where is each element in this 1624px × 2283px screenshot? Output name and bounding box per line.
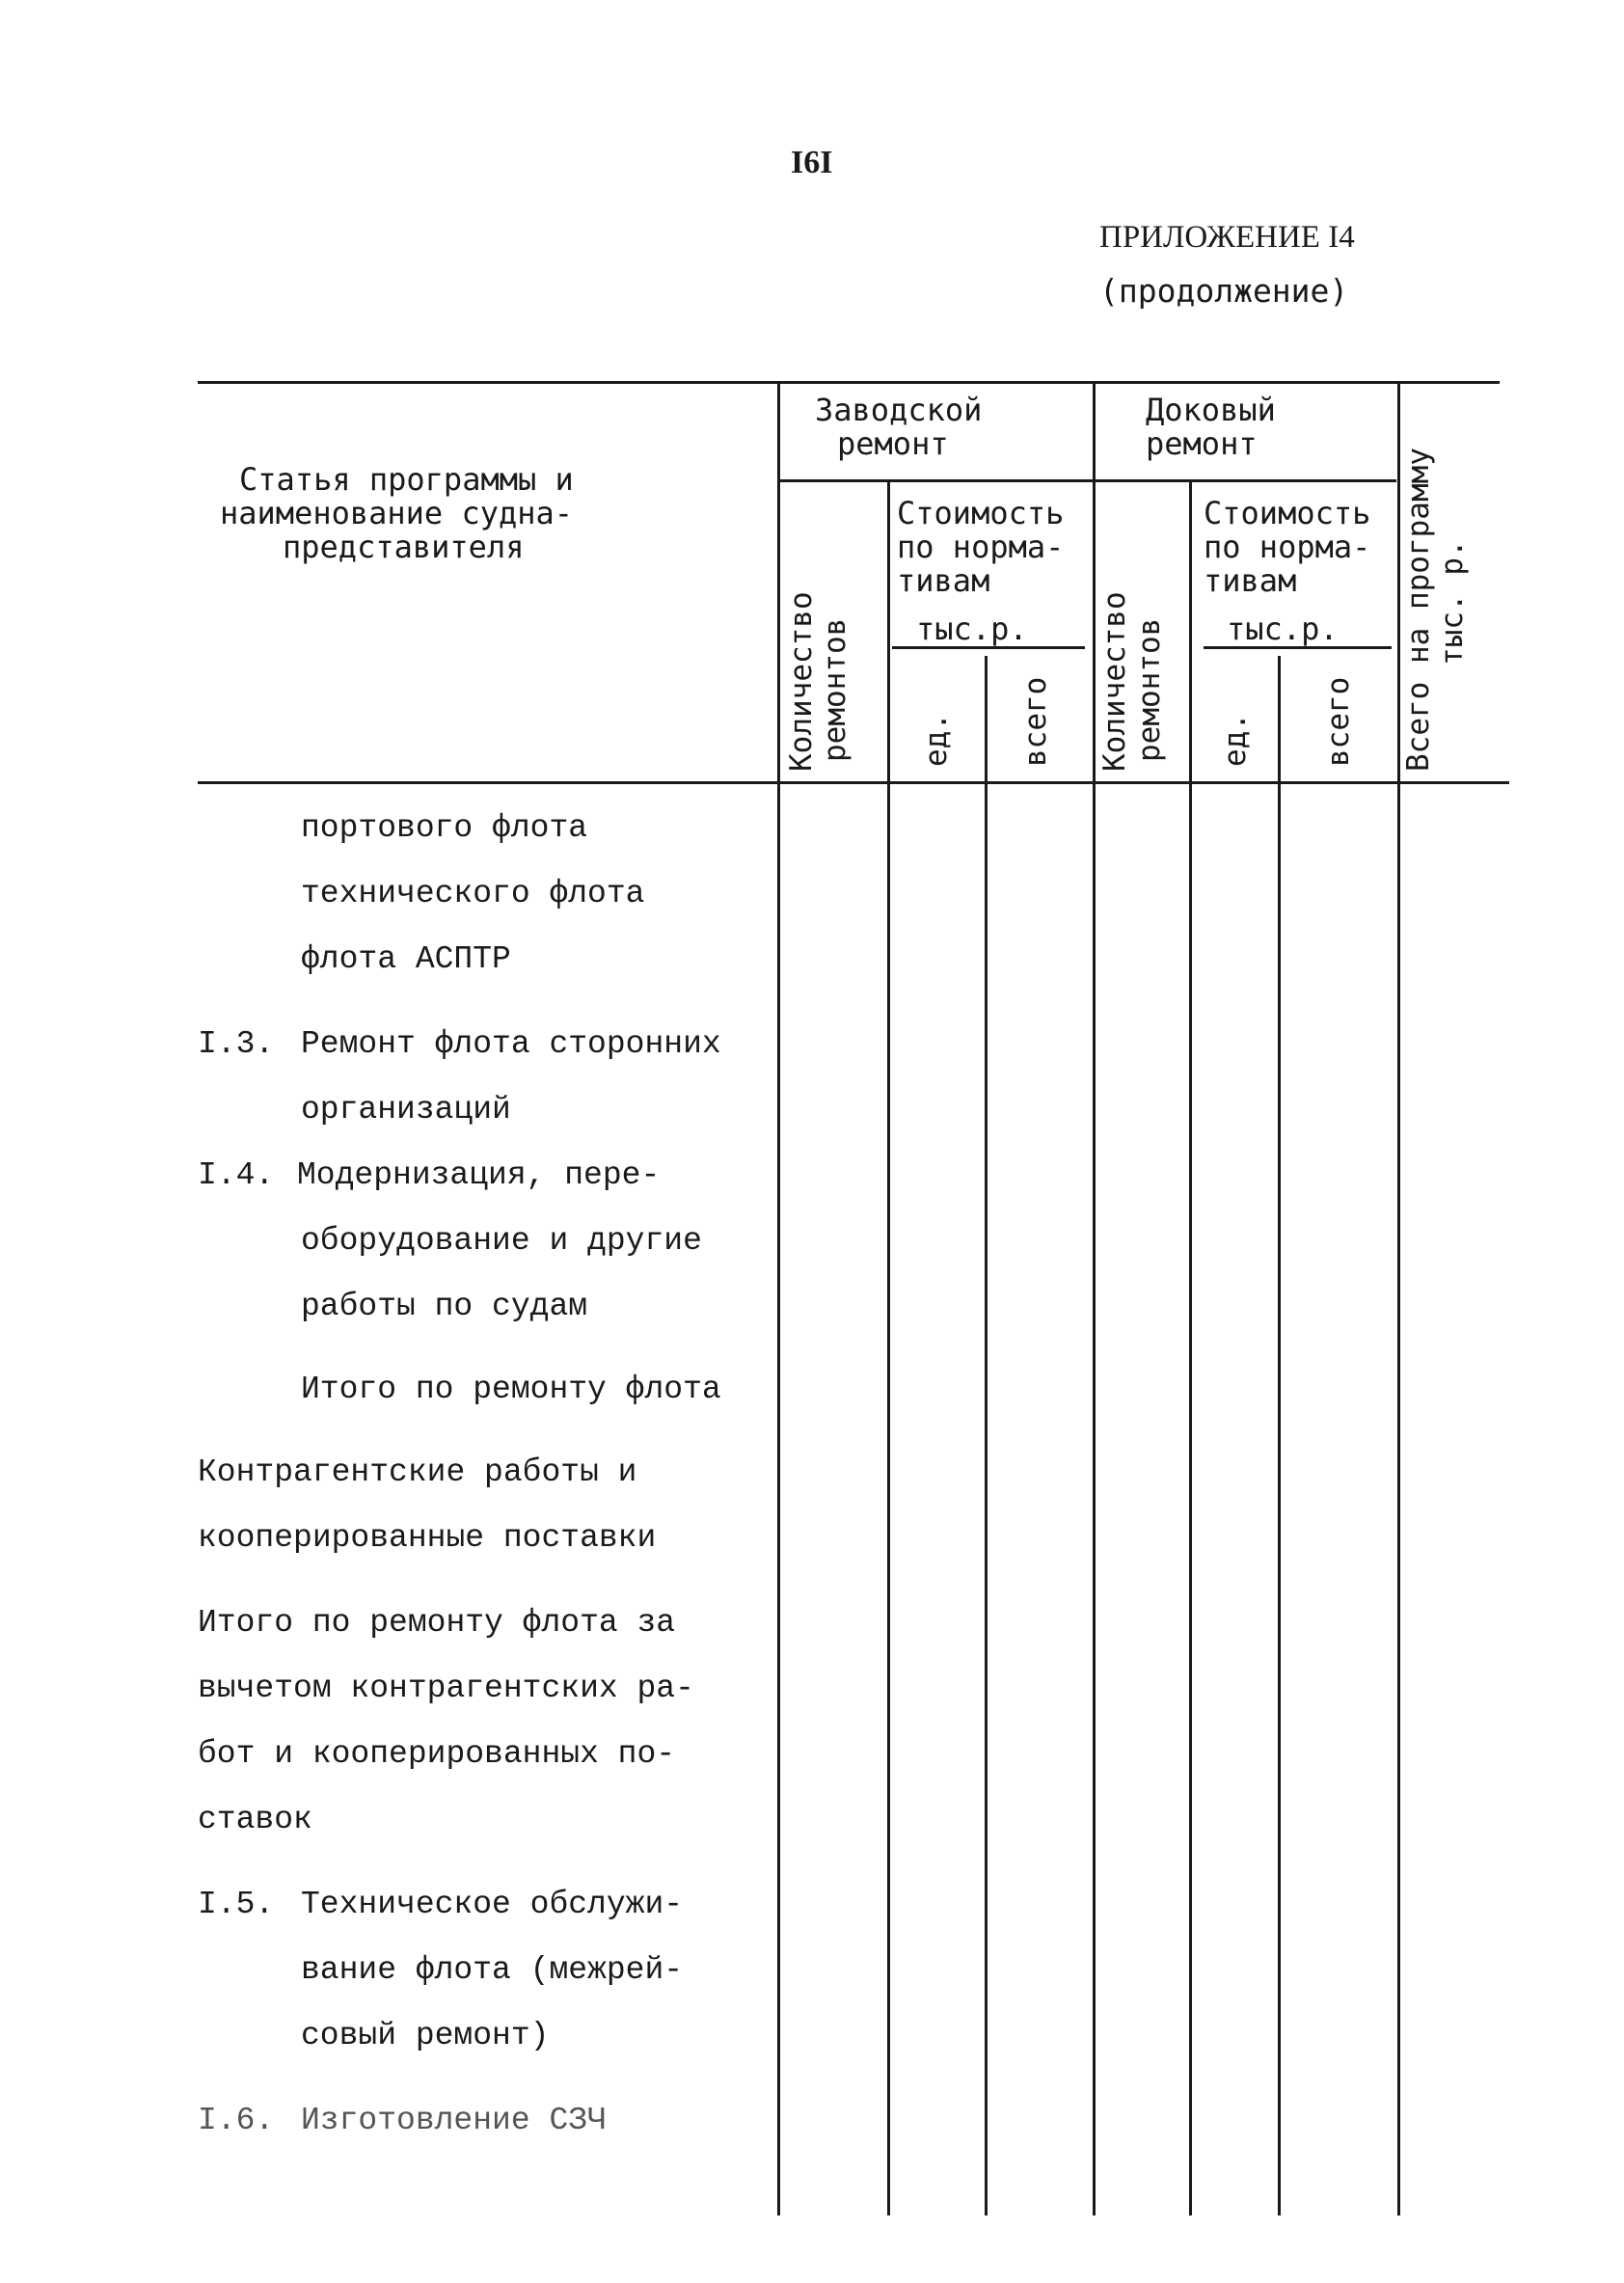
page-number: I6I (791, 145, 833, 180)
header-dock-total: всего (1321, 676, 1356, 767)
row-text: организаций (301, 1092, 511, 1128)
row-text: вание флота (межрей- (301, 1952, 684, 1988)
row-text: Техническое обслужи- (301, 1887, 684, 1922)
header-factory-cost-line-1: Стоимость (897, 495, 1065, 531)
header-factory-cost-line-3: тивам (897, 562, 990, 599)
header-item-col-line-2: наименование судна- (220, 495, 574, 531)
appendix-title: ПРИЛОЖЕНИЕ I4 (1099, 220, 1355, 255)
row-text: Контрагентские работы и (198, 1454, 637, 1490)
header-factory-unit: ед. (919, 713, 954, 767)
col-divider-2 (887, 479, 890, 2215)
header-item-col-line-3: представителя (283, 529, 525, 565)
header-dock-cost-line-3: тивам (1204, 562, 1297, 599)
row-text: Изготовление СЗЧ (301, 2103, 607, 2138)
dock-group-rule (1093, 479, 1396, 482)
row-text: работы по судам (301, 1289, 588, 1324)
row-text: Модернизация, пере- (297, 1157, 661, 1193)
header-dock-repairs-count-line-1: Количество (1097, 591, 1132, 772)
factory-group-rule (779, 479, 1093, 482)
header-bottom-rule (198, 781, 1509, 784)
col-divider-3 (985, 656, 988, 2215)
header-program-total-line-2: тыс. р. (1435, 539, 1470, 666)
row-text: флота АСПТР (301, 941, 511, 977)
header-factory-repair-line-2: ремонт (837, 425, 949, 462)
col-divider-4 (1093, 381, 1096, 2215)
col-divider-5 (1189, 479, 1192, 2215)
row-text: бот и кооперированных по- (198, 1736, 676, 1772)
header-factory-repairs-count-line-1: Количество (784, 591, 819, 772)
row-text: кооперированные поставки (198, 1520, 657, 1556)
appendix-subtitle: (продолжение) (1099, 272, 1349, 310)
row-text: оборудование и другие (301, 1223, 702, 1259)
row-num: I.5. (198, 1887, 275, 1922)
header-dock-repair-line-2: ремонт (1146, 425, 1258, 462)
row-text: Итого по ремонту флота за (198, 1605, 676, 1641)
row-text: совый ремонт) (301, 2018, 550, 2053)
row-text: технического флота (301, 876, 645, 911)
header-factory-total: всего (1018, 676, 1053, 767)
header-factory-cost-line-2: по норма- (897, 529, 1065, 565)
header-dock-thousand-rub: тыс.р. (1227, 611, 1339, 647)
row-text: Итого по ремонту флота (301, 1372, 721, 1407)
col-divider-7 (1397, 381, 1400, 2215)
row-text: вычетом контрагентских ра- (198, 1671, 694, 1706)
row-num: I.3. (198, 1026, 275, 1062)
header-dock-repairs-count-line-2: ремонтов (1132, 617, 1167, 762)
row-num: I.4. (198, 1157, 275, 1193)
header-item-col-line-1: Статья программы и (239, 461, 574, 498)
header-dock-cost-line-2: по норма- (1204, 529, 1371, 565)
header-factory-repairs-count-line-2: ремонтов (818, 617, 853, 762)
header-factory-thousand-rub: тыс.р. (916, 611, 1028, 647)
header-factory-repair-line-1: Заводской (815, 392, 983, 428)
row-text: Ремонт флота сторонних (301, 1026, 721, 1062)
header-program-total-line-1: Всего на программу (1401, 448, 1436, 772)
header-dock-cost-line-1: Стоимость (1204, 495, 1371, 531)
col-divider-1 (777, 381, 780, 2215)
header-dock-repair-line-1: Доковый (1146, 392, 1276, 428)
col-divider-6 (1278, 656, 1281, 2215)
table-top-rule (198, 381, 1500, 384)
row-text: ставок (198, 1802, 312, 1837)
header-dock-unit: ед. (1218, 713, 1253, 767)
row-text: портового флота (301, 810, 588, 846)
row-num: I.6. (198, 2103, 275, 2138)
